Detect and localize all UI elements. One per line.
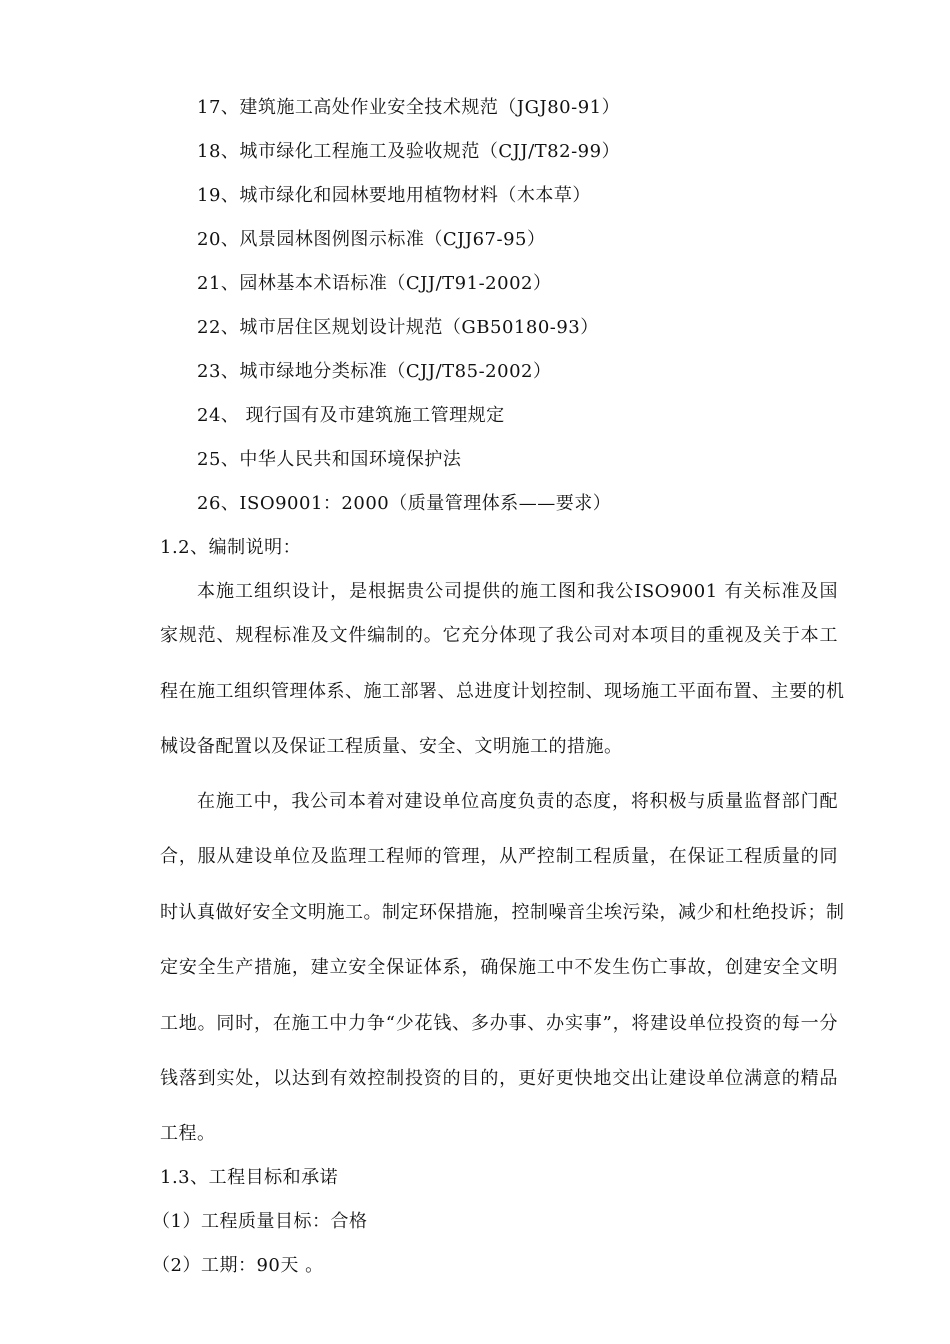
section-heading-1-2: 1.2、编制说明： <box>160 537 302 558</box>
paragraph-line: 在施工中，我公司本着对建设单位高度负责的态度，将积极与质量监督部门配 <box>197 791 838 812</box>
paragraph-line: 合，服从建设单位及监理工程师的管理，从严控制工程质量，在保证工程质量的同 <box>160 846 838 867</box>
paragraph-line: 时认真做好安全文明施工。制定环保措施，控制噪音尘埃污染，减少和杜绝投诉；制 <box>160 902 845 923</box>
paragraph-line: 定安全生产措施，建立安全保证体系，确保施工中不发生伤亡事故，创建安全文明 <box>160 957 838 978</box>
paragraph-line: 家规范、规程标准及文件编制的。它充分体现了我公司对本项目的重视及关于本工 <box>160 625 838 646</box>
reference-item: 21、园林基本术语标准（CJJ/T91-2002） <box>197 273 552 294</box>
goal-item: （1）工程质量目标：合格 <box>152 1211 368 1232</box>
paragraph-line: 钱落到实处，以达到有效控制投资的目的，更好更快地交出让建设单位满意的精品 <box>160 1068 838 1089</box>
goal-item: （2）工期：90天 。 <box>152 1255 324 1276</box>
reference-item: 23、城市绿地分类标准（CJJ/T85-2002） <box>197 361 552 382</box>
paragraph-line: 程在施工组织管理体系、施工部署、总进度计划控制、现场施工平面布置、主要的机 <box>160 681 845 702</box>
reference-item: 24、 现行国有及市建筑施工管理规定 <box>197 405 505 426</box>
paragraph-line: 械设备配置以及保证工程质量、安全、文明施工的措施。 <box>160 736 623 757</box>
paragraph-line: 本施工组织设计，是根据贵公司提供的施工图和我公ISO9001 有关标准及国 <box>197 581 838 602</box>
reference-item: 17、建筑施工高处作业安全技术规范（JGJ80-91） <box>197 97 621 118</box>
reference-item: 22、城市居住区规划设计规范（GB50180-93） <box>197 317 599 338</box>
reference-item: 20、风景园林图例图示标准（CJJ67-95） <box>197 229 546 250</box>
reference-item: 26、ISO9001：2000（质量管理体系——要求） <box>197 493 612 514</box>
section-heading-1-3: 1.3、工程目标和承诺 <box>160 1167 339 1188</box>
paragraph-line: 工地。同时，在施工中力争“少花钱、多办事、办实事”，将建设单位投资的每一分 <box>160 1013 838 1034</box>
paragraph-line: 工程。 <box>160 1123 216 1144</box>
reference-item: 18、城市绿化工程施工及验收规范（CJJ/T82-99） <box>197 141 621 162</box>
reference-item: 25、中华人民共和国环境保护法 <box>197 449 462 470</box>
reference-item: 19、城市绿化和园林要地用植物材料（木本草） <box>197 185 591 206</box>
